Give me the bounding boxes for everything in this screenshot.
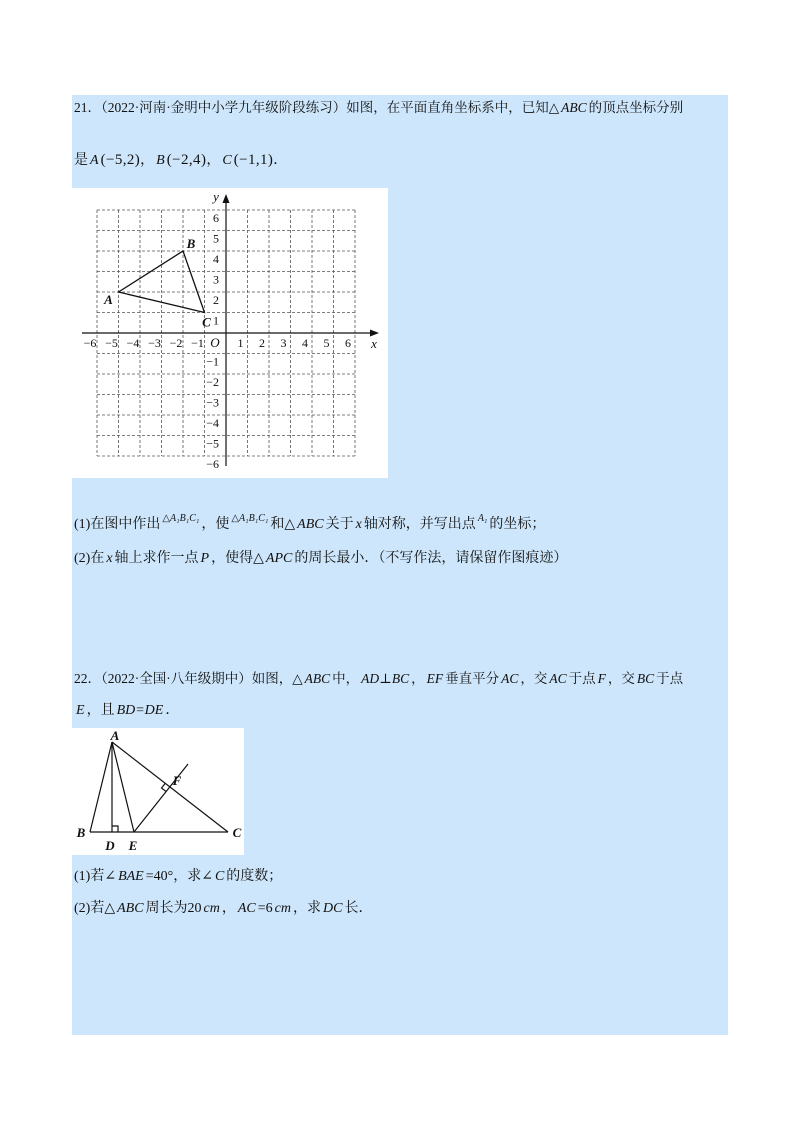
math-symbol: cm: [274, 901, 291, 916]
text-run: ，交: [520, 671, 548, 686]
math-symbol: x: [106, 551, 113, 566]
text-run: 22．（2022·全国·八年级期中）如图，△: [74, 671, 303, 686]
x-tick-label: −5: [105, 336, 118, 350]
text-run: ，: [140, 153, 155, 168]
text-run: 的坐标；: [489, 517, 546, 532]
math-symbol: BD=DE: [116, 703, 164, 718]
math-symbol: x: [355, 517, 362, 532]
q21-part-2: [74, 549, 567, 569]
math-symbol: cm: [203, 901, 220, 916]
vertex-label: B: [186, 236, 196, 251]
y-axis-arrow: [223, 194, 230, 203]
text-run: ，: [411, 671, 425, 686]
text-run: (1)在图中作出: [74, 517, 161, 532]
text-run: ，使: [201, 517, 230, 532]
math-symbol: A: [90, 153, 99, 168]
right-angle-mark-d: [112, 826, 118, 832]
math-symbol: ABC: [297, 517, 324, 532]
coordinate-plane-svg: [72, 188, 388, 478]
y-tick-label: 2: [213, 293, 219, 307]
q22-stem-line-1: [74, 669, 683, 689]
x-tick-label: −3: [148, 336, 161, 350]
math-symbol: ABC: [117, 901, 144, 916]
text-run: 关于: [325, 517, 354, 532]
text-run: 周长为20: [145, 901, 202, 916]
text-run: 21．（2022·河南·金明中小学九年级阶段练习）如图，在平面直角坐标系中，已知△: [74, 100, 560, 115]
q22-part-2: [74, 899, 372, 919]
text-run: ．: [273, 153, 288, 168]
point-label-d: D: [105, 838, 115, 853]
y-tick-label: −1: [206, 354, 219, 369]
raised-formula: A₁: [477, 513, 488, 524]
text-run: 的周长最小．（不写作法，请保留作图痕迹）: [294, 551, 568, 566]
point-label-c: C: [232, 825, 242, 840]
y-tick-label: 1: [213, 313, 219, 328]
y-tick-label: −2: [206, 375, 219, 389]
text-run: ，且: [86, 703, 115, 718]
math-symbol: ABC: [304, 671, 331, 686]
text-run: ，交: [607, 671, 635, 686]
q22-part-1: [74, 867, 282, 887]
math-symbol: AC: [549, 671, 567, 686]
text-run: ．: [165, 703, 180, 718]
vertex-label: A: [104, 292, 113, 307]
x-tick-label: 5: [323, 336, 330, 350]
q21-stem-line-2: [74, 150, 287, 171]
math-symbol: AC: [237, 901, 256, 916]
right-angle-mark-f: [162, 783, 167, 791]
raised-formula: △A₁B₁C₁: [231, 513, 269, 524]
y-tick-label: 4: [213, 252, 219, 266]
x-tick-label: −6: [83, 336, 97, 350]
triangle-svg: [72, 728, 244, 855]
math-symbol: BAE: [118, 869, 144, 884]
x-tick-label: 2: [259, 336, 265, 350]
math-symbol: ABC: [561, 100, 587, 115]
x-tick-label: 1: [237, 336, 244, 350]
text-run: =6: [257, 901, 273, 916]
text-run: ，求: [293, 901, 321, 916]
q22-stem-line-2: [74, 701, 179, 721]
point-label-e: E: [128, 838, 138, 853]
text-run: =40°，求∠: [145, 869, 213, 884]
q21-part-1: [74, 509, 545, 535]
text-run: 和△: [270, 517, 296, 532]
text-run: 轴对称，并写出点: [363, 517, 476, 532]
math-symbol: BC: [636, 671, 655, 686]
math-symbol: EF: [426, 671, 444, 686]
coordinate-plane-figure: [72, 188, 388, 478]
text-run: ，使得△: [211, 551, 264, 566]
y-tick-label: 5: [213, 231, 219, 246]
point-label-b: B: [76, 825, 86, 840]
math-symbol: C: [214, 869, 225, 884]
triangle-figure: [72, 728, 244, 855]
text-run: 轴上求作一点: [114, 551, 199, 566]
math-symbol: E: [76, 703, 85, 718]
x-tick-label: 6: [345, 336, 351, 350]
text-run: 是: [74, 153, 88, 168]
origin-label: O: [210, 335, 220, 350]
math-symbol: F: [597, 671, 606, 686]
y-tick-label: 3: [213, 272, 219, 287]
y-tick-label: −5: [206, 436, 219, 451]
text-run: ，: [206, 153, 221, 168]
text-run: (2)若△: [74, 901, 116, 916]
coordinate-formula: (−2,4): [166, 152, 207, 168]
point-label-f: F: [172, 773, 182, 788]
text-run: 于点: [656, 671, 684, 686]
math-symbol: AC: [501, 671, 519, 686]
x-tick-label: −2: [169, 336, 183, 350]
q21-stem-line-1: [74, 98, 683, 118]
vertex-label: C: [202, 314, 211, 330]
text-run: 垂直平分: [445, 671, 500, 686]
math-symbol: P: [200, 551, 210, 566]
text-run: (1)若∠: [74, 869, 117, 884]
y-tick-label: −3: [206, 395, 219, 410]
text-run: ，: [221, 901, 236, 916]
text-run: 长．: [344, 901, 373, 916]
y-tick-label: −4: [206, 416, 219, 430]
text-run: 的顶点坐标分别: [588, 100, 684, 115]
coordinate-formula: (−1,1): [233, 152, 274, 168]
text-run: (2)在: [74, 551, 105, 566]
text-run: 于点: [568, 671, 596, 686]
y-tick-label: −6: [206, 457, 219, 471]
x-tick-label: −4: [126, 336, 140, 350]
y-axis-label: y: [213, 189, 219, 204]
coordinate-formula: (−5,2): [100, 152, 141, 168]
segment-ab: [90, 742, 112, 832]
text-run: 的度数；: [226, 869, 283, 884]
math-symbol: B: [156, 153, 165, 168]
x-axis-label: x: [371, 336, 377, 351]
x-tick-label: 3: [280, 336, 287, 350]
y-tick-label: 6: [213, 211, 219, 225]
math-symbol: C: [222, 153, 232, 168]
text-run: 中，: [332, 671, 360, 686]
math-symbol: AD⊥BC: [361, 671, 410, 686]
x-tick-label: 4: [302, 336, 308, 350]
math-symbol: APC: [265, 551, 293, 566]
x-tick-label: −1: [191, 336, 204, 350]
point-label-a: A: [110, 728, 120, 743]
raised-formula: △A₁B₁C₁: [162, 513, 200, 524]
math-symbol: DC: [323, 901, 343, 916]
segment-ae: [112, 742, 134, 832]
